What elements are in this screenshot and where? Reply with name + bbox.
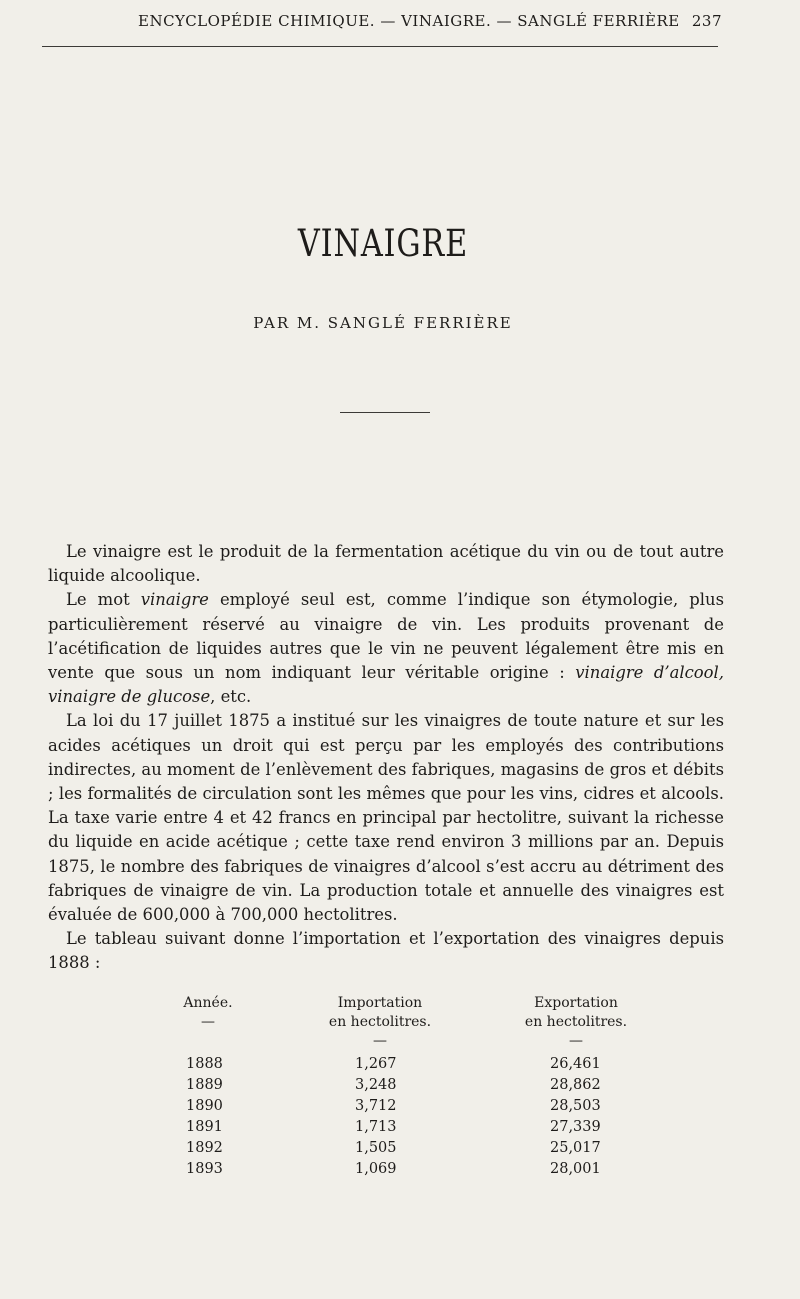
table-row [48, 1056, 724, 1077]
paragraph-2-text: employé seul est, comme l’indique son étymologie, plus particulièrement réservé au vinaigre de vin. Les produits provenant de l’acétification de liquides autres que le vin ne peuvent légalement être mis en vente que sous un nom indiquant leur véritable origine : [48, 590, 724, 683]
term-examples: vinaigre d’alcool, vinaigre de glucose [48, 663, 724, 707]
header-import-line1: Importation [337, 995, 423, 1011]
cell-year: 1889 [186, 1077, 223, 1093]
cell-import: 3,248 [355, 1077, 397, 1093]
paragraph-1: Le vinaigre est le produit de la fermentation acétique du vin ou de tout autre liquide alcoolique. [48, 542, 724, 586]
cell-export: 28,503 [550, 1098, 601, 1114]
article-body [48, 540, 724, 976]
column-header-export [506, 994, 646, 1051]
term-vinaigre: vinaigre [140, 590, 209, 610]
header-dash: — [373, 1033, 387, 1049]
paragraph-3: La loi du 17 juillet 1875 a institué sur les vinaigres de toute nature et sur les acides acétiques un droit qui est perçu par les employés des contributions indirectes, au moment de l’enlèvement des fabriques, magasins de gros et débits ; les formalités de circulation sont les mêmes que pour les vins, cidres et alcools. La taxe varie entre 4 et 42 francs en principal par hectolitre, suivant la richesse du liquide en acide acétique ; cette taxe rend environ 3 millions par an. Depuis 1875, le nombre des fabriques de vinaigres d’alcool s’est accru au détriment des fabriques de vinaigre de vin. La production totale et annuelle des vinaigres est évaluée de 600,000 à 700,000 hectolitres. [48, 711, 724, 925]
header-dash: — [569, 1033, 583, 1049]
paragraph-2-text: Le mot [66, 590, 141, 610]
running-title: ENCYCLOPÉDIE CHIMIQUE. — VINAIGRE. — SANGLÉ FERRIÈRE [138, 12, 680, 30]
cell-export: 28,862 [550, 1077, 601, 1093]
cell-export: 28,001 [550, 1161, 601, 1177]
header-export-line2: en hectolitres. [524, 1014, 628, 1030]
cell-import: 1,505 [355, 1140, 397, 1156]
cell-import: 1,267 [355, 1056, 397, 1072]
cell-year: 1888 [186, 1056, 223, 1072]
cell-export: 25,017 [550, 1140, 601, 1156]
cell-year: 1891 [186, 1119, 223, 1135]
cell-year: 1892 [186, 1140, 223, 1156]
cell-import: 1,069 [355, 1161, 397, 1177]
table-row [48, 1119, 724, 1140]
cell-import: 3,712 [355, 1098, 397, 1114]
article-title: VINAIGRE [297, 222, 469, 265]
header-export-line1: Exportation [534, 995, 618, 1011]
table-row [48, 1161, 724, 1182]
column-header-import [310, 994, 450, 1051]
paragraph-2 [48, 588, 724, 709]
table-row [48, 1077, 724, 1098]
header-year-label: Année. [183, 995, 233, 1011]
header-dash: — [201, 1014, 215, 1030]
table-row [48, 1140, 724, 1161]
header-import-line2: en hectolitres. [328, 1014, 432, 1030]
title-divider [340, 412, 430, 413]
cell-import: 1,713 [355, 1119, 397, 1135]
column-header-year [148, 994, 268, 1032]
cell-export: 26,461 [550, 1056, 601, 1072]
paragraph-4: Le tableau suivant donne l’importation et l’exportation des vinaigres depuis 1888 : [48, 929, 724, 973]
article-byline: PAR M. SANGLÉ FERRIÈRE [253, 314, 513, 332]
cell-export: 27,339 [550, 1119, 601, 1135]
page-number: 237 [691, 12, 722, 30]
header-rule [42, 46, 718, 47]
cell-year: 1893 [186, 1161, 223, 1177]
paragraph-2-text: , etc. [210, 687, 252, 707]
table-row [48, 1098, 724, 1119]
cell-year: 1890 [186, 1098, 223, 1114]
